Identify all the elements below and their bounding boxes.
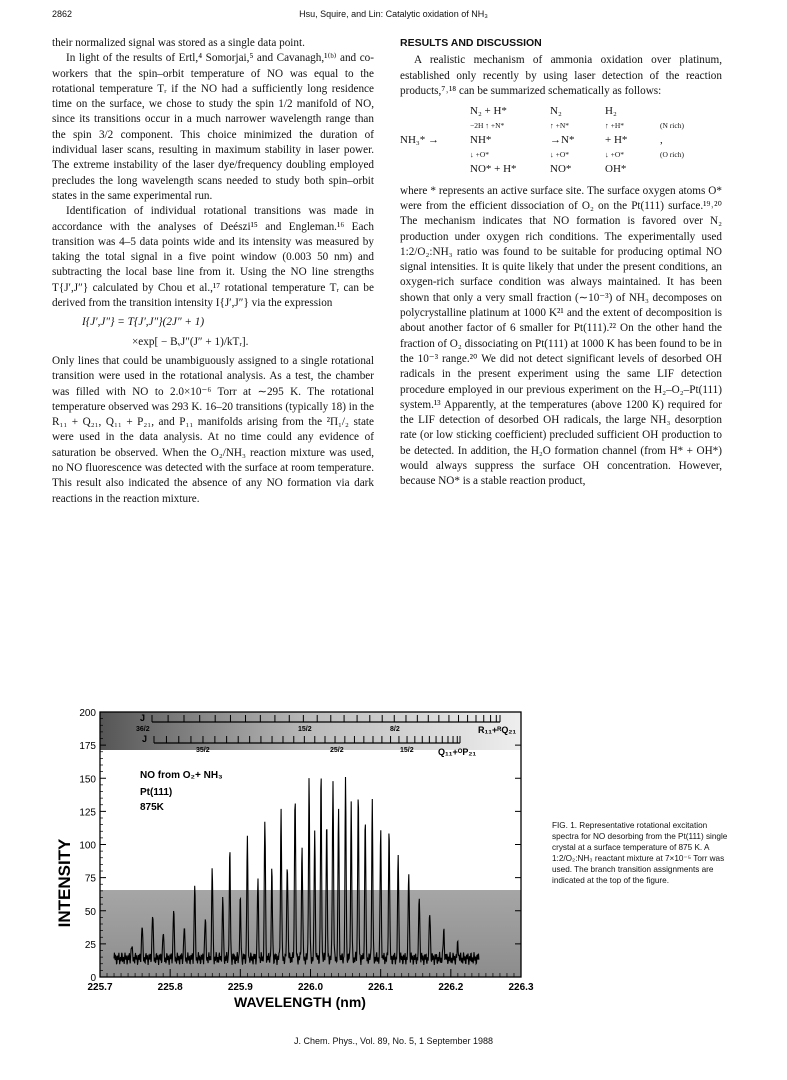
scheme-cell: →N* <box>550 134 575 147</box>
scheme-cell: ↑ +H* <box>605 120 625 130</box>
branch-j-label: J <box>142 734 148 744</box>
y-tick-label: 25 <box>84 939 96 951</box>
reaction-scheme <box>400 105 722 176</box>
paragraph: In light of the results of Ertl,⁴ Somorjai,⁵ and Cavanagh,¹⁽ᵇ⁾ and co-workers that the spin–orbit temperature of NO was equal to the rotational temperature Tᵣ if the NO had a sufficiently long residence time on the surface, we chose to study the spin 1/2 manifold of NO, since its transitions occur in a much narrower wavelength range than the spin 3/2 component. This choice minimized the duration of individual laser scans, resulting in maximum stability in laser power. The extreme instability of the laser dye/frequency doubling employed precludes the long wavelength scans needed to study both spin–orbit states in the same experimental run. <box>52 52 374 202</box>
paragraph: their normalized signal was stored as a single data point. <box>52 37 305 49</box>
running-title: Hsu, Squire, and Lin: Catalytic oxidation of NH₃ <box>299 9 488 19</box>
section-heading: RESULTS AND DISCUSSION <box>400 37 542 49</box>
x-axis-label: WAVELENGTH (nm) <box>234 994 366 1010</box>
equation-line: I{J′,J″} = T{J′,J″}(2J″ + 1) <box>82 316 205 329</box>
paragraph: where * represents an active surface site. The surface oxygen atoms O* were from the efficient dissociation of O₂ on the Pt(111) surface.¹⁹˒²⁰ The mechanism indicates that NO formation is favored over N₂ production under oxygen rich conditions. The experimentally used 1:2/O₂:NH₃ ratio was found to be suitable for producing optimal NO signal intensities. It is quite likely that under the present conditions, an oxygen-rich surface condition was always maintained. It has been shown that only a very small fraction (∼10⁻³) of NH₃ decomposes on polycrystalline platinum at 1000 K²¹ and the extent of decomposition is about another factor of 6 smaller for Pt(111).²² On the other hand the fraction of O₂ dissociating on Pt(111) at 1000 K has been found to be in the 10⁻³ range.²⁰ We did not detect significant levels of desorbed OH radicals in the present experiment using the same LIF detection procedure employed in our previous experiment on the H₂–O₂–Pt(111) system.¹³ Apparently, at the temperatures (above 1200 K) required for the LIF detection of desorbed OH radicals, the large NH₃ desorption rate (or low sticking coefficient) precluded sufficient OH production to be detected. In addition, the H₂O formation channel (from H* + OH*) would always suppress the surface OH concentration. However, because NO* is a stable reaction product, <box>400 184 722 488</box>
y-tick-label: 50 <box>84 906 96 918</box>
scheme-cell: (O rich) <box>660 149 684 159</box>
right-column <box>400 36 722 490</box>
scheme-cell: ↑ +N* <box>550 120 570 130</box>
scheme-cell: N₂ + H* <box>470 105 507 118</box>
scheme-cell: NH* <box>470 134 492 147</box>
scheme-cell: , <box>660 134 663 147</box>
paragraph: Only lines that could be unambiguously assigned to a single rotational transition were used in the rotational analysis. As a test, the chamber was filled with NO to 2.0×10⁻⁶ Torr at ∼295 K. The rotational temperature observed was 293 K. 16–20 transitions (typically 18) in the R₁₁ + Q₂₁, Q₁₁ + P₂₁, and P₁₁ manifolds arising from the ²Π₁/₂ state were used in the data analysis. At no time could any evidence of saturation be observed. When the O₂/NH₃ reaction mixture was used, no NO fluorescence was detected with the surface at room temperature. This result also indicated the absence of any NO formation via dark reactions in the reaction mixture. <box>52 354 374 505</box>
scheme-cell <box>400 149 470 162</box>
scheme-cell: −2H ↑ +N* <box>470 120 505 130</box>
scheme-cell: NH₃* → <box>400 134 439 147</box>
x-tick-label: 226.0 <box>297 982 324 993</box>
y-tick-label: 125 <box>79 807 96 819</box>
branch-label: Q₁₁+ᴼP₂₁ <box>438 747 477 757</box>
y-tick-label: 100 <box>79 840 96 852</box>
figure-caption: FIG. 1. Representative rotational excitation spectra for NO desorbing from the Pt(111) single crystal at a surface temperature of 875 K. A 1:2/O₂:NH₃ reactant mixture at 7×10⁻⁵ Torr was used. The branch transition assignments are indicated at the top of the figure. <box>552 821 728 885</box>
spectrum-chart <box>30 703 545 1013</box>
branch-tick-label: 35/2 <box>196 747 210 754</box>
x-tick-label: 226.2 <box>438 982 464 993</box>
scheme-cell <box>660 163 730 176</box>
y-tick-label: 75 <box>84 873 96 885</box>
branch-label: R₁₁+ᴿQ₂₁ <box>478 725 517 735</box>
x-tick-label: 225.9 <box>227 982 253 993</box>
running-header <box>52 9 735 23</box>
scheme-cell: + H* <box>605 134 628 147</box>
branch-tick-label: 15/2 <box>400 747 414 754</box>
scheme-cell <box>400 163 470 176</box>
x-tick-label: 226.3 <box>508 982 534 993</box>
inset-label-line3: 875K <box>140 802 164 813</box>
inset-label-line2: Pt(111) <box>140 787 173 798</box>
equation-line: ×exp[ − BᵥJ″(J″ + 1)/kTᵣ]. <box>132 335 249 348</box>
paragraph: A realistic mechanism of ammonia oxidation over platinum, established only recently by using laser detection of the reaction products,⁷˒¹⁸ can be summarized schematically as follows: <box>400 54 722 97</box>
y-tick-label: 0 <box>90 973 96 984</box>
scheme-cell: NO* <box>550 163 572 176</box>
x-tick-label: 225.7 <box>87 982 113 993</box>
x-tick-label: 226.1 <box>368 982 394 993</box>
scheme-cell: N₂ <box>550 105 562 118</box>
scheme-cell: NO* + H* <box>470 163 517 176</box>
branch-tick-label: 15/2 <box>298 726 312 733</box>
paragraph: Identification of individual rotational transitions was made in accordance with the analyses of Deészi¹⁵ and Engleman.¹⁶ Each transition was 4–5 data points wide and its intensity was measured by taking the total signal in a five point window (0.003 50 nm) and subtracting the local base line from it. Using the NO line strengths T{J′,J″} calculated by Chou et al.,¹⁷ rotational temperature Tᵣ can be derived from the transition intensity I{J′,J″} via the expression <box>52 205 374 310</box>
footer: J. Chem. Phys., Vol. 89, No. 5, 1 September 1988 <box>293 1036 494 1046</box>
y-axis-label: INTENSITY <box>55 838 74 928</box>
scheme-cell <box>400 105 470 118</box>
scheme-cell: OH* <box>605 163 627 176</box>
branch-tick-label: 36/2 <box>136 726 150 733</box>
figure-1 <box>30 703 545 1013</box>
branch-j-label: J <box>140 713 146 723</box>
inset-label-line1: NO from O₂+ NH₃ <box>140 770 223 781</box>
scheme-cell: (N rich) <box>660 120 684 130</box>
scheme-cell: ↓ +O* <box>605 149 625 159</box>
scheme-cell <box>400 120 470 133</box>
left-column <box>52 36 374 507</box>
scheme-cell: H₂ <box>605 105 617 118</box>
y-tick-label: 200 <box>79 708 96 719</box>
scheme-cell: ↓ +O* <box>550 149 570 159</box>
page-number: 2862 <box>52 9 73 19</box>
scheme-cell: ↓ +O* <box>470 149 490 159</box>
x-tick-label: 225.8 <box>157 982 183 993</box>
branch-tick-label: 8/2 <box>390 726 400 733</box>
y-tick-label: 175 <box>79 741 96 753</box>
scheme-cell <box>660 105 730 118</box>
y-tick-label: 150 <box>79 774 96 786</box>
branch-tick-label: 25/2 <box>330 747 344 754</box>
